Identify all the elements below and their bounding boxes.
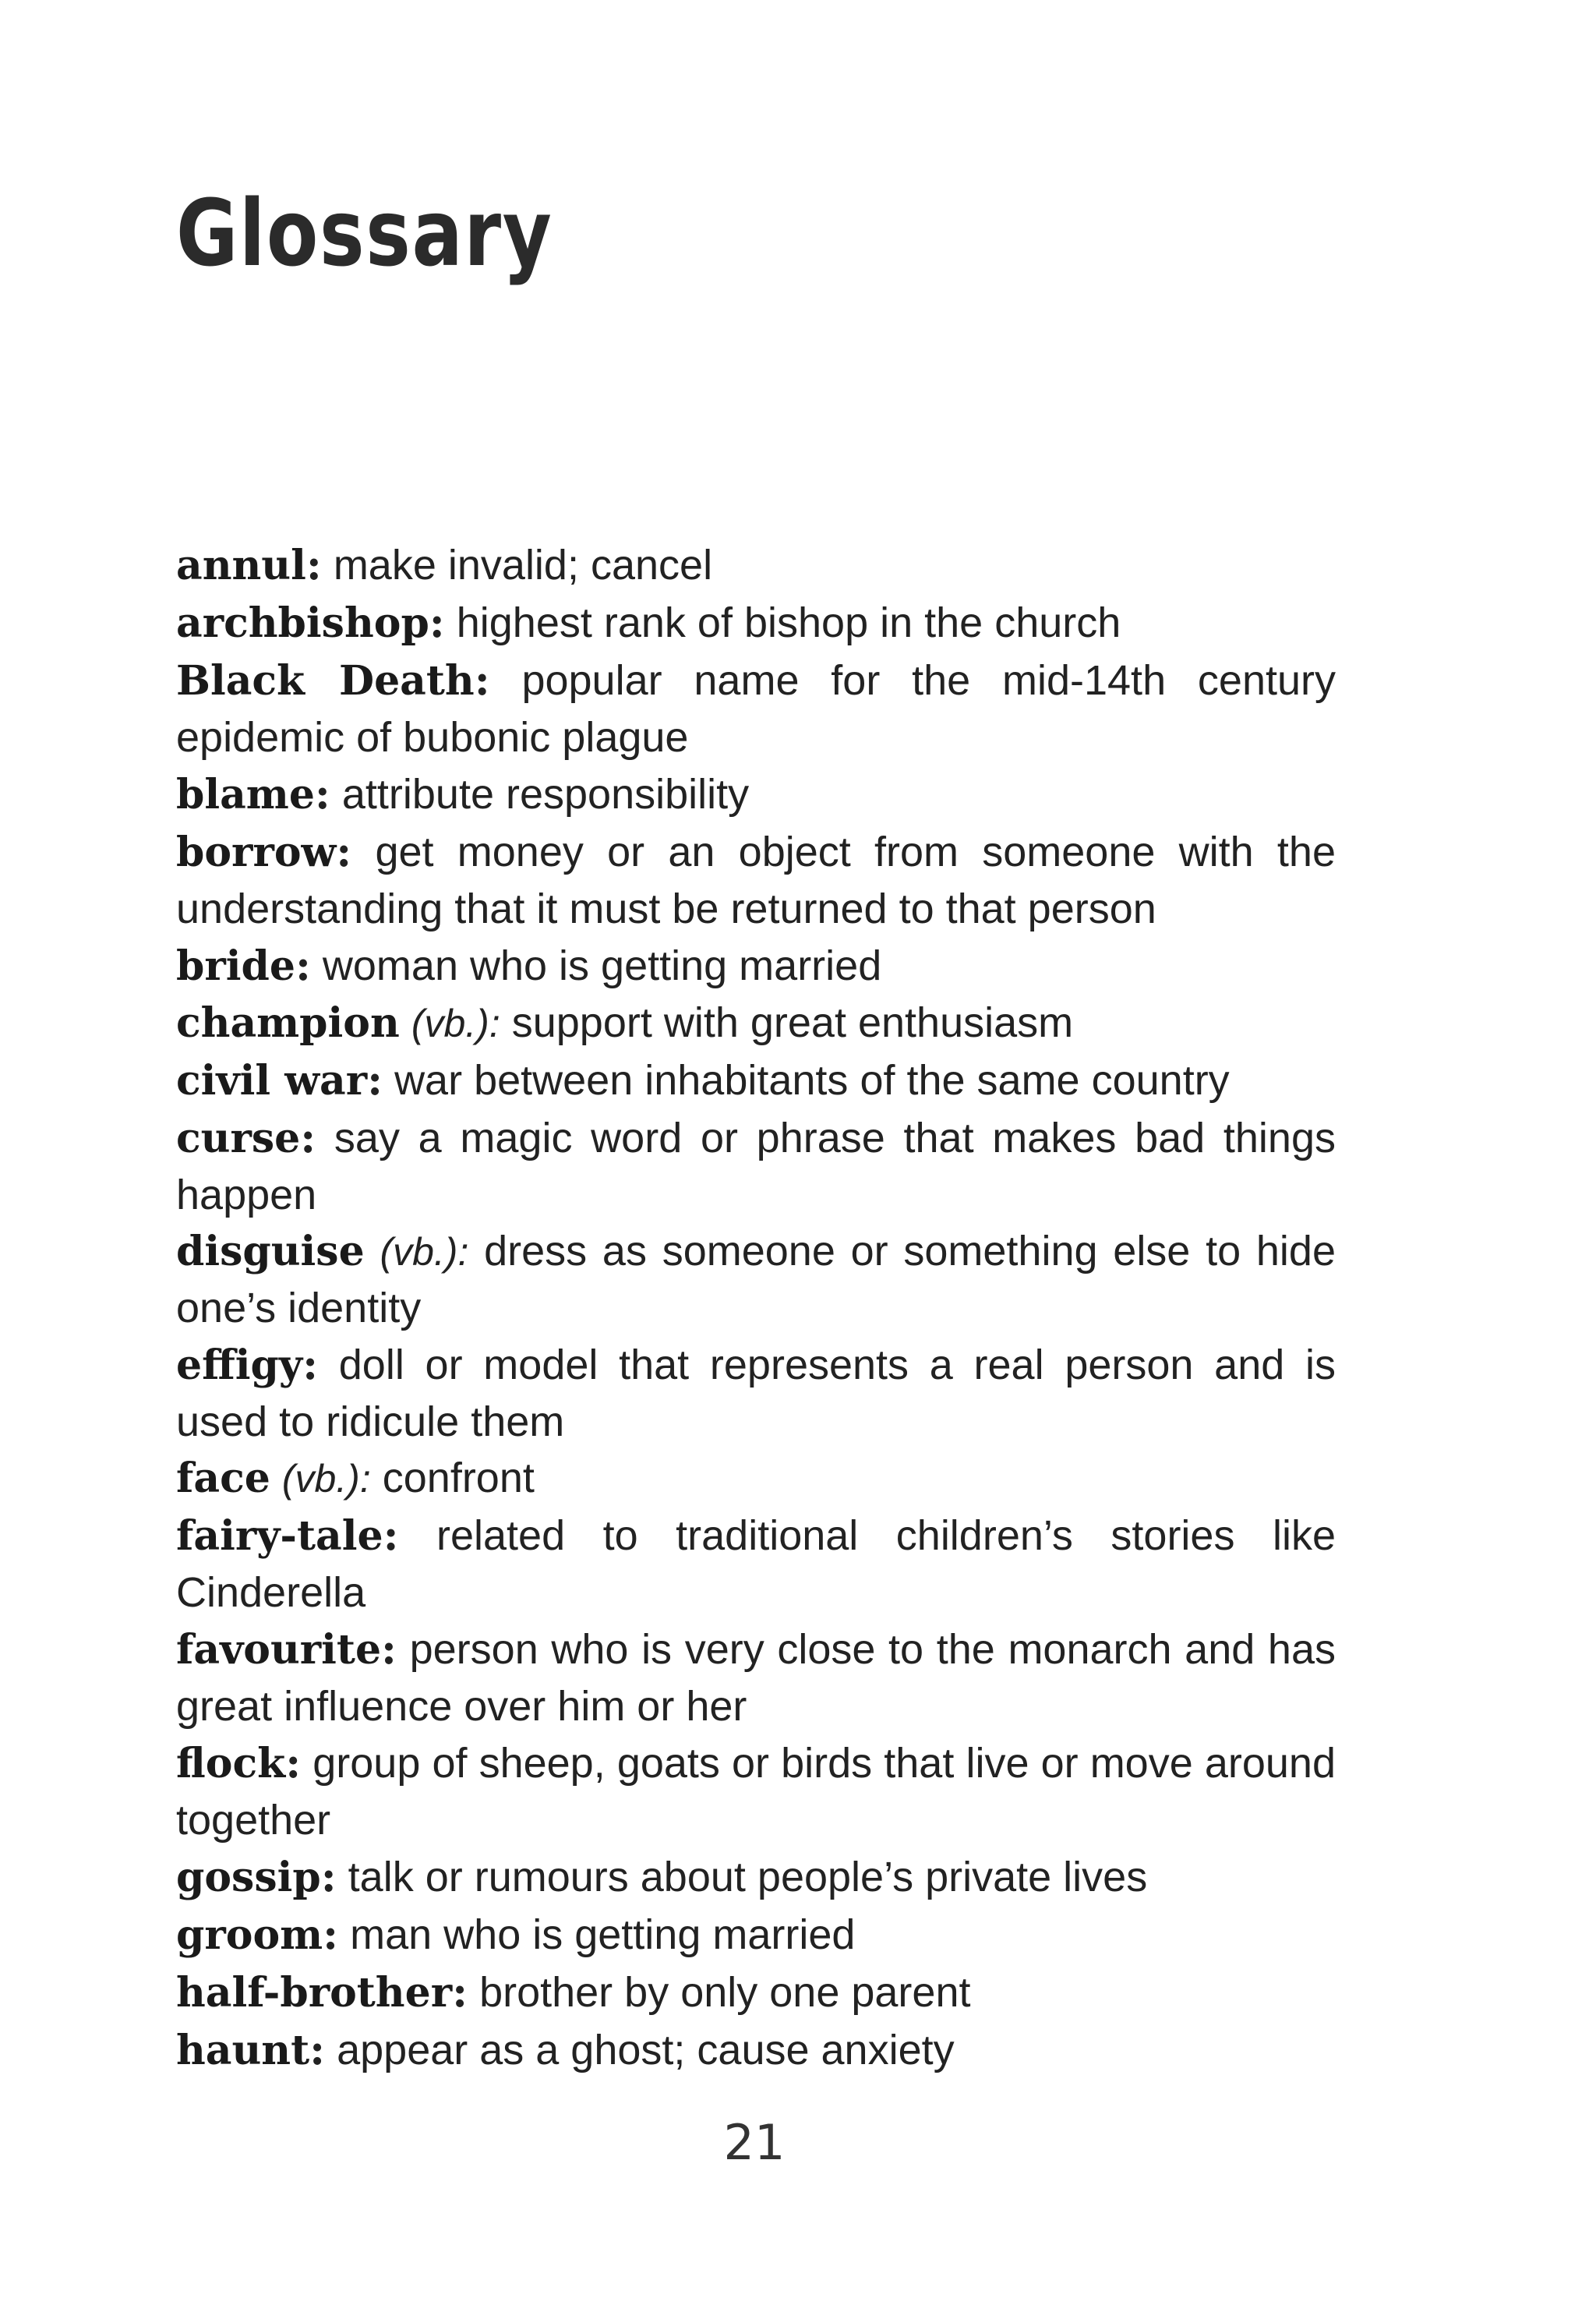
- glossary-entry: borrow: get money or an object from someone with the understanding that it must be returned to that person: [176, 826, 1336, 932]
- part-of-speech: (vb.): [380, 1230, 458, 1274]
- glossary-definition: related to traditional children’s stories like Cinderella: [176, 1512, 1336, 1616]
- glossary-term: disguise: [176, 1228, 365, 1275]
- glossary-term: face: [176, 1455, 270, 1502]
- glossary-entry: champion (vb.): support with great enthusiasm: [176, 999, 1074, 1047]
- glossary-term: favourite: [176, 1626, 382, 1674]
- glossary-definition: dress as someone or something else to hide one’s identity: [176, 1228, 1336, 1331]
- glossary-list: [176, 536, 1336, 2079]
- glossary-definition: highest rank of bishop in the church: [456, 599, 1121, 646]
- glossary-definition: appear as a ghost; cause anxiety: [337, 2027, 955, 2073]
- glossary-definition: support with great enthusiasm: [511, 999, 1074, 1046]
- glossary-definition: say a magic word or phrase that makes bad things happen: [176, 1115, 1336, 1218]
- glossary-entry: blame: attribute responsibility: [176, 769, 750, 818]
- glossary-entry: disguise (vb.): dress as someone or something else to hide one’s identity: [176, 1228, 1336, 1331]
- glossary-definition: get money or an object from someone with the understanding that it must be returned to that person: [176, 829, 1336, 932]
- glossary-term: borrow: [176, 829, 337, 876]
- glossary-definition: war between inhabitants of the same country: [394, 1057, 1230, 1104]
- glossary-definition: person who is very close to the monarch and has great influence over him or her: [176, 1626, 1336, 1730]
- glossary-term: Black Death: [176, 657, 475, 705]
- glossary-term: groom: [176, 1911, 323, 1959]
- glossary-definition: woman who is getting married: [322, 942, 882, 989]
- glossary-definition: popular name for the mid-14th century epidemic of bubonic plague: [176, 657, 1336, 761]
- part-of-speech: (vb.): [411, 1002, 489, 1045]
- glossary-term: archbishop: [176, 599, 429, 647]
- glossary-definition: confront: [382, 1455, 535, 1501]
- glossary-definition: talk or rumours about people’s private lives: [348, 1854, 1148, 1900]
- glossary-term: bride: [176, 942, 295, 990]
- glossary-term: champion: [176, 999, 400, 1047]
- part-of-speech: (vb.): [281, 1457, 360, 1501]
- glossary-entry: gossip: talk or rumours about people’s private lives: [176, 1851, 1148, 1901]
- glossary-entry: effigy: doll or model that represents a real person and is used to ridicule them: [176, 1339, 1336, 1445]
- glossary-entry: curse: say a magic word or phrase that makes bad things happen: [176, 1112, 1336, 1218]
- glossary-definition: group of sheep, goats or birds that live or move around together: [176, 1740, 1336, 1844]
- glossary-entry: bride: woman who is getting married: [176, 940, 882, 990]
- glossary-entry: flock: group of sheep, goats or birds that live or move around together: [176, 1738, 1336, 1844]
- glossary-term: curse: [176, 1115, 301, 1162]
- glossary-definition: brother by only one parent: [479, 1969, 971, 2016]
- glossary-definition: man who is getting married: [350, 1911, 856, 1958]
- glossary-term: flock: [176, 1740, 286, 1787]
- glossary-term: half-brother: [176, 1969, 453, 2017]
- glossary-term: annul: [176, 542, 306, 589]
- glossary-entry: archbishop: highest rank of bishop in the church: [176, 597, 1121, 647]
- glossary-entry: fairy-tale: related to traditional children’s stories like Cinderella: [176, 1510, 1336, 1616]
- glossary-entry: half-brother: brother by only one parent: [176, 1967, 971, 2017]
- glossary-entry: face (vb.): confront: [176, 1455, 535, 1502]
- glossary-entry: groom: man who is getting married: [176, 1909, 856, 1959]
- glossary-definition: doll or model that represents a real person and is used to ridicule them: [176, 1342, 1336, 1445]
- glossary-term: blame: [176, 771, 315, 818]
- glossary-entry: annul: make invalid; cancel: [176, 539, 713, 589]
- glossary-term: gossip: [176, 1854, 321, 1901]
- page-title: Glossary: [176, 179, 553, 287]
- glossary-entry: haunt: appear as a ghost; cause anxiety: [176, 2024, 955, 2074]
- page-number: 21: [723, 2114, 786, 2171]
- glossary-term: fairy-tale: [176, 1512, 383, 1560]
- glossary-definition: make invalid; cancel: [333, 542, 713, 589]
- glossary-term: haunt: [176, 2027, 310, 2074]
- glossary-entry: civil war: war between inhabitants of the same country: [176, 1055, 1230, 1105]
- glossary-entry: favourite: person who is very close to the monarch and has great influence over him or her: [176, 1624, 1336, 1730]
- glossary-term: civil war: [176, 1057, 368, 1105]
- glossary-definition: attribute responsibility: [341, 771, 750, 818]
- glossary-entry: Black Death: popular name for the mid-14th century epidemic of bubonic plague: [176, 655, 1336, 761]
- glossary-term: effigy: [176, 1342, 303, 1389]
